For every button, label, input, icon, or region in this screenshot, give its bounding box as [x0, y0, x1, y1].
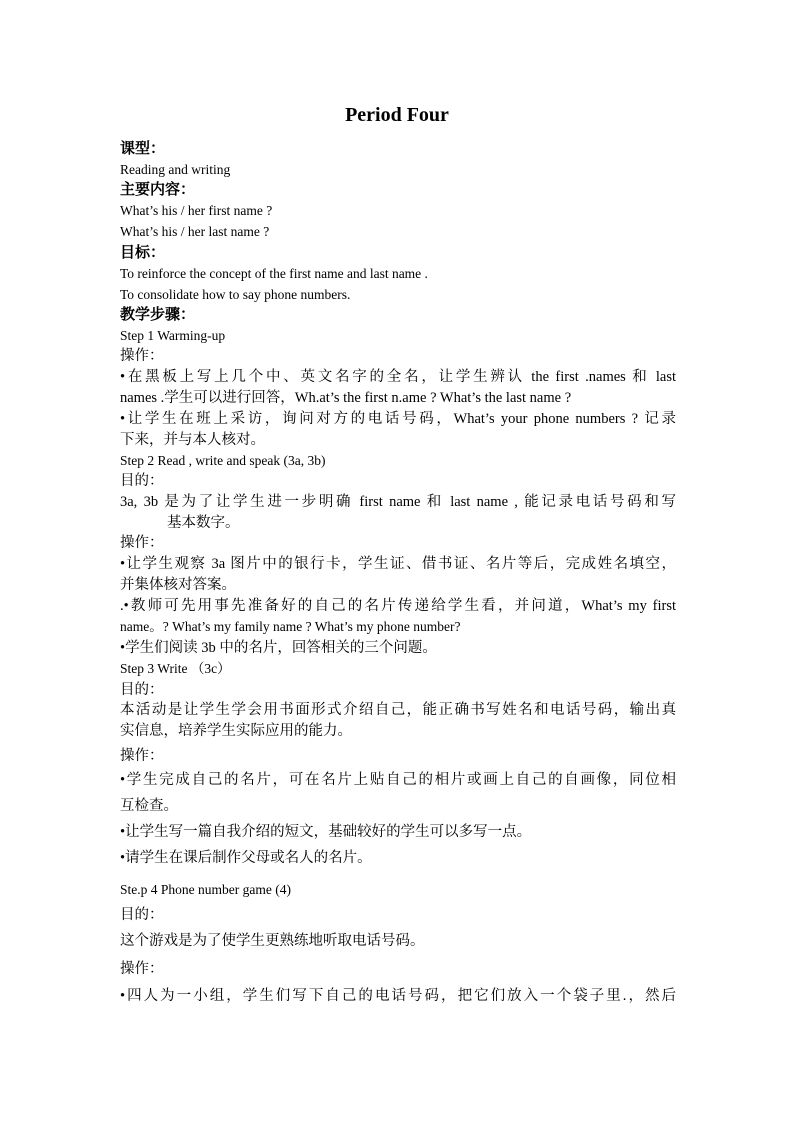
text-line: 基本数字。	[167, 515, 240, 531]
text-line: •让学生写一篇自我介绍的短文，基础较好的学生可以多写一点。	[120, 824, 532, 840]
text-line: 下来，并与本人核对。	[120, 432, 265, 448]
document-title: Period Four	[345, 104, 449, 126]
text-line: 操作：	[120, 961, 164, 977]
section-heading: 教学步骤：	[120, 307, 196, 323]
text-line: names .学生可以进行回答，Wh.at’s the first n.ame ? What’s the last name ?	[120, 390, 572, 406]
text-line: Reading and writing	[120, 162, 231, 177]
text-line: •学生完成自己的名片，可在名片上贴自己的相片或画上自己的自画像，同位相	[120, 772, 676, 788]
text-line: •学生们阅读 3b 中的名片，回答相关的三个问题。	[120, 640, 437, 656]
text-line: •在黑板上写上几个中、英文名字的全名，让学生辨认 the first .names 和 last	[120, 369, 676, 385]
text-line: .•教师可先用事先准备好的自己的名片传递给学生看，并问道，What’s my first	[120, 598, 676, 614]
text-line: Ste.p 4 Phone number game (4)	[120, 882, 291, 897]
text-line: 并集体核对答案。	[120, 577, 236, 593]
text-line: 操作：	[120, 535, 164, 551]
text-line: 操作：	[120, 748, 164, 764]
text-line: 操作：	[120, 348, 164, 364]
text-line: 3a, 3b 是为了让学生进一步明确 first name 和 last name , 能记录电话号码和写	[120, 494, 676, 510]
text-line: •让学生在班上采访，询问对方的电话号码，What’s your phone numbers ? 记录	[120, 411, 676, 427]
section-heading: 课型：	[120, 141, 166, 157]
text-line: 实信息，培养学生实际应用的能力。	[120, 723, 352, 739]
text-line: 本活动是让学生学会用书面形式介绍自己，能正确书写姓名和电话号码，输出真	[120, 702, 676, 718]
text-line: To reinforce the concept of the first name and last name .	[120, 266, 428, 281]
section-heading: 目标：	[120, 245, 166, 261]
section-heading: 主要内容：	[120, 182, 196, 198]
text-line: •四人为一小组，学生们写下自己的电话号码，把它们放入一个袋子里.，然后	[120, 988, 676, 1004]
text-line: What’s his / her last name ?	[120, 224, 270, 239]
text-line: Step 1 Warming-up	[120, 328, 226, 343]
text-line: •请学生在课后制作父母或名人的名片。	[120, 850, 372, 866]
text-line: 目的：	[120, 907, 164, 923]
text-line: 目的：	[120, 473, 164, 489]
text-line: 互检查。	[120, 798, 178, 814]
text-line: To consolidate how to say phone numbers.	[120, 287, 351, 302]
text-line: Step 2 Read , write and speak (3a, 3b)	[120, 453, 326, 468]
text-line: name。? What’s my family name ? What’s my phone number?	[120, 619, 461, 634]
text-line: 这个游戏是为了使学生更熟练地听取电话号码。	[120, 933, 425, 949]
text-line: •让学生观察 3a 图片中的银行卡，学生证、借书证、名片等后，完成姓名填空，	[120, 556, 676, 572]
text-line: What’s his / her first name ?	[120, 203, 273, 218]
text-line: 目的：	[120, 682, 164, 698]
text-line: Step 3 Write （3c）	[120, 661, 231, 676]
